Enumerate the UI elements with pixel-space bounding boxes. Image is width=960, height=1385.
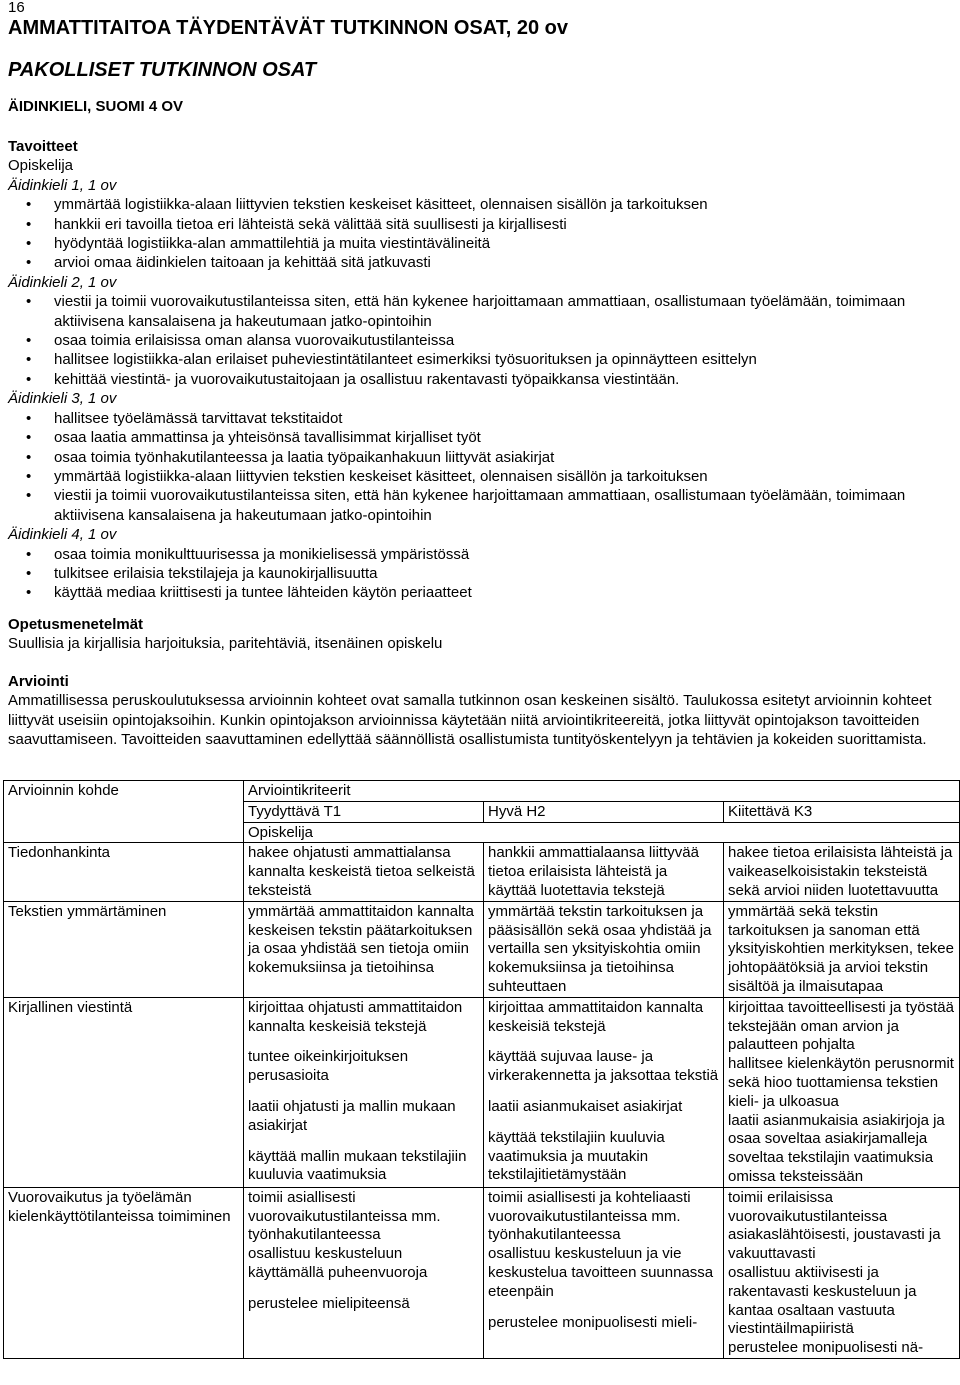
criterion: osallistuu keskusteluun ja vie keskustelua tavoitteen suunnassa eteenpäin [488, 1245, 714, 1300]
t1-cell [244, 843, 484, 901]
h2-cell [484, 1187, 724, 1358]
target-header: Arvioinnin kohde [4, 781, 244, 843]
goal-list [8, 292, 948, 389]
table-header-row [4, 781, 960, 802]
level-t1: Tyydyttävä T1 [244, 801, 484, 822]
criterion: käyttää sujuvaa lause- ja virkerakennetta ja jaksottaa tekstiä [488, 1048, 719, 1085]
goal-list [8, 409, 948, 525]
criterion: toimii asiallisesti vuorovaikutustilanteissa mm. työnhakutilanteessa [248, 1188, 441, 1244]
criterion: hankkii ammattialaansa liittyvää tietoa erilaisista lähteistä ja käyttää luotettavia tekstejä [488, 844, 699, 899]
level-label: Äidinkieli 4, 1 ov [8, 526, 117, 544]
goal-item: • kehittää viestintä- ja vuorovaikutustaitojaan ja osallistuu rakentavasti työpaikkansa viestintään. [8, 370, 948, 389]
goal-list [8, 545, 948, 603]
goal-item: • hallitsee logistiikka-alan erilaiset puheviestintätilanteet esimerkiksi työsuorituksen ja opinnäytteen esittelyn [8, 350, 948, 369]
goal-item: • viestii ja toimii vuorovaikutustilanteissa siten, että hän kykenee harjoittamaan ammattiaan, osallistumaan työelämään, toimimaan aktiivisena kansalaisena ja hakeutumaan jatko-opintoihin [8, 486, 948, 525]
criterion: käyttää tekstilajiin kuuluvia vaatimuksia ja muutakin tekstilajitietämystään [488, 1128, 665, 1184]
page-number: 16 [8, 0, 25, 16]
page-subtitle: PAKOLLISET TUTKINNON OSAT [8, 59, 317, 81]
criterion: hallitsee kielenkäytön perusnormit sekä hioo tuottamiensa tekstien kieli- ja ulkoasua [728, 1055, 954, 1110]
table-row [4, 843, 960, 901]
student-label: Opiskelija [244, 822, 960, 843]
criterion: ymmärtää ammattitaidon kannalta keskeisen tekstin päätarkoituksen ja osaa yhdistää sen tietoja omiin kokemuksiinsa ja tietoihinsa [248, 902, 474, 977]
goals-section [8, 137, 948, 603]
k3-cell [724, 901, 960, 997]
t1-cell [244, 997, 484, 1187]
criterion: soveltaa tekstilajin vaatimuksia omissa teksteissään [728, 1149, 934, 1185]
criterion: kirjoittaa ohjatusti ammattitaidon kannalta keskeisiä tekstejä [248, 998, 463, 1035]
level-h2: Hyvä H2 [484, 801, 724, 822]
goal-item: • osaa toimia erilaisissa oman alansa vuorovaikutustilanteissa [8, 331, 948, 350]
criterion: laatii ohjatusti ja mallin mukaan asiakirjat [248, 1097, 456, 1134]
goal-item: • viestii ja toimii vuorovaikutustilanteissa siten, että hän kykenee harjoittamaan ammattiaan, osallistumaan työelämään, toimimaan aktiivisena kansalaisena ja hakeutumaan jatko-opintoihin [8, 292, 948, 331]
section-heading: ÄIDINKIELI, SUOMI 4 OV [8, 98, 184, 115]
k3-cell [724, 997, 960, 1187]
criterion: osallistuu keskusteluun käyttämällä puheenvuoroja [248, 1245, 428, 1281]
criterion: toimii erilaisissa vuorovaikutustilanteissa asiakaslähtöisesti, joustavasti ja vakuuttavasti [728, 1188, 941, 1263]
goals-heading: Tavoitteet [8, 138, 78, 155]
methods-text: Suullisia ja kirjallisia harjoituksia, paritehtäviä, itsenäinen opiskelu [8, 635, 443, 653]
t1-cell [244, 901, 484, 997]
k3-cell [724, 1187, 960, 1358]
page-title: AMMATTITAITOA TÄYDENTÄVÄT TUTKINNON OSAT, 20 ov [8, 17, 568, 39]
h2-cell [484, 997, 724, 1187]
criterion: perustelee monipuolisesti nä- [728, 1339, 924, 1357]
criterion: perustelee mielipiteensä [248, 1294, 410, 1312]
criterion: hakee tietoa erilaisista lähteistä ja vaikeaselkoisistakin teksteistä sekä arvioi niiden luotettavuutta [728, 844, 953, 899]
goal-item: • osaa laatia ammattinsa ja yhteisönsä tavallisimmat kirjalliset työt [8, 428, 948, 447]
goal-item: • tulkitsee erilaisia tekstilajeja ja kaunokirjallisuutta [8, 564, 948, 583]
level-label: Äidinkieli 1, 1 ov [8, 176, 117, 194]
goal-item: • osaa toimia monikulttuurisessa ja monikielisessä ympäristössä [8, 545, 948, 564]
row-target: Tiedonhankinta [4, 843, 244, 901]
criterion: tuntee oikeinkirjoituksen perusasioita [248, 1048, 409, 1085]
criterion: käyttää mallin mukaan tekstilajiin kuuluvia vaatimuksia [248, 1147, 467, 1184]
criterion: hakee ohjatusti ammattialansa kannalta keskeistä tietoa selkeistä teksteistä [248, 844, 475, 899]
criterion: kirjoittaa tavoitteellisesti ja työstää tekstejään oman arvion ja palautteen pohjalta [728, 998, 954, 1054]
criteria-table [3, 780, 960, 1359]
row-target: Kirjallinen viestintä [4, 997, 244, 1187]
row-target: Tekstien ymmärtäminen [4, 901, 244, 997]
table-row [4, 1187, 960, 1358]
criterion: ymmärtää tekstin tarkoituksen ja pääsisällön sekä osaa yhdistää ja vertailla sen yksityiskohtia omiin kokemuksiinsa ja tietoihinsa suhteuttaen [488, 902, 712, 995]
k3-cell [724, 843, 960, 901]
criterion: laatii asianmukaiset asiakirjat [488, 1097, 683, 1115]
goal-item: • arvioi omaa äidinkielen taitoaan ja kehittää sitä jatkuvasti [8, 253, 948, 272]
criterion: laatii asianmukaisia asiakirjoja ja osaa soveltaa asiakirjamalleja [728, 1111, 945, 1148]
goal-item: • osaa toimia työnhakutilanteessa ja laatia työpaikanhakuun liittyvät asiakirjat [8, 448, 948, 467]
assessment-heading: Arviointi [8, 673, 69, 690]
level-k3: Kiitettävä K3 [724, 801, 960, 822]
goal-item: • ymmärtää logistiikka-alaan liittyvien tekstien keskeiset käsitteet, olennaisen sisällön ja tarkoituksen [8, 195, 948, 214]
methods-section [8, 615, 948, 654]
criteria-header: Arviointikriteerit [244, 781, 960, 802]
goals-intro: Opiskelija [8, 157, 74, 175]
goal-item: • käyttää mediaa kriittisesti ja tuntee lähteiden käytön periaatteet [8, 583, 948, 602]
criterion: toimii asiallisesti ja kohteliaasti vuorovaikutustilanteissa mm. työnhakutilanteessa [488, 1188, 691, 1244]
goal-item: • hyödyntää logistiikka-alan ammattilehtiä ja muita viestintävälineitä [8, 234, 948, 253]
methods-heading: Opetusmenetelmät [8, 616, 144, 633]
t1-cell [244, 1187, 484, 1358]
goal-item: • ymmärtää logistiikka-alaan liittyvien tekstien keskeiset käsitteet, olennaisen sisällön ja tarkoituksen [8, 467, 948, 486]
h2-cell [484, 901, 724, 997]
criterion: perustelee monipuolisesti mieli- [488, 1313, 698, 1331]
criterion: osallistuu aktiivisesti ja rakentavasti keskusteluun ja kantaa osaltaan vastuuta viestintäilmapiiristä [728, 1263, 917, 1338]
assessment-section [8, 672, 948, 750]
h2-cell [484, 843, 724, 901]
criterion: ymmärtää sekä tekstin tarkoituksen ja sanoman että yksityiskohtien merkityksen, tekee johtopäätöksiä ja arvioi tekstin sisältöä ja ilmaisutapaa [728, 902, 954, 995]
table-row [4, 997, 960, 1187]
level-label: Äidinkieli 2, 1 ov [8, 273, 117, 291]
row-target: Vuorovaikutus ja työelämän kielenkäyttötilanteissa toimiminen [4, 1187, 244, 1358]
table-row [4, 901, 960, 997]
criterion: kirjoittaa ammattitaidon kannalta keskeisiä tekstejä [488, 998, 704, 1035]
goal-item: • hankkii eri tavoilla tietoa eri lähteistä sekä välittää sitä suullisesti ja kirjallisesti [8, 215, 948, 234]
assessment-text: Ammatillisessa peruskoulutuksessa arvioinnin kohteet ovat samalla tutkinnon osan keskeinen sisältö. Taulukossa esitetyt arvioinnin kohteet liittyvät useisiin opintojaksoihin. Kunkin opintojakson arvioinnissa käytetään niitä arviointikriteereitä, jotka liittyvät opintojakson tavoitteiden saavuttamiseen. Tavoitteiden saavuttaminen edellyttää säännöllistä osallistumista tuntityöskentelyyn ja tehtävien ja kokeiden suorittamista. [8, 692, 932, 749]
level-label: Äidinkieli 3, 1 ov [8, 390, 117, 408]
goal-item: • hallitsee työelämässä tarvittavat tekstitaidot [8, 409, 948, 428]
goal-list [8, 195, 948, 273]
